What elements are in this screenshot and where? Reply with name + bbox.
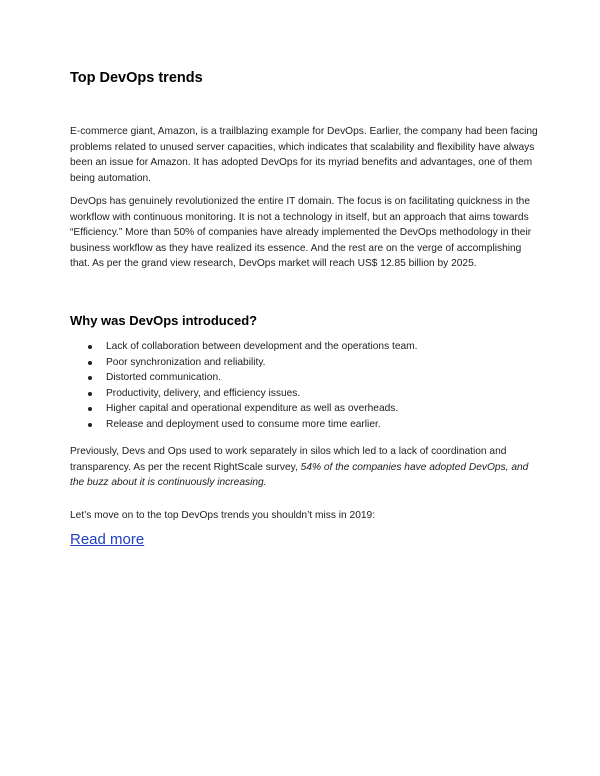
move-on-paragraph: Let’s move on to the top DevOps trends you shouldn’t miss in 2019:: [70, 510, 376, 521]
bullet-icon: [88, 345, 92, 349]
list-item: [70, 370, 540, 386]
bullet-icon: [88, 407, 92, 411]
bullet-icon: [88, 361, 92, 365]
list-item: [70, 339, 540, 355]
section-heading: Why was DevOps introduced?: [70, 313, 258, 328]
page-title: Top DevOps trends: [70, 70, 203, 86]
previously-paragraph: [70, 444, 540, 491]
bullet-icon: [88, 376, 92, 380]
list-item-text: Distorted communication.: [106, 372, 221, 384]
bullet-icon: [88, 423, 92, 427]
revolution-paragraph: DevOps has genuinely revolutionized the entire IT domain. The focus is on facilitating quickness in the workflow with continuous monitoring. It is not a technology in itself, but an approach that aims towards “Efficiency.” More than 50% of companies have already implemented the DevOps methodology in their business workflow as they have realized its essence. And the rest are on the verge of accomplishing that. As per the grand view research, DevOps market will reach US$ 12.85 billion by 2025.: [70, 196, 532, 270]
list-item: [70, 386, 540, 402]
list-item-text: Poor synchronization and reliability.: [106, 356, 266, 368]
intro-paragraph: E-commerce giant, Amazon, is a trailblazing example for DevOps. Earlier, the company had been facing problems related to unused server capacities, which indicates that scalability and flexibility have always been an issue for Amazon. It has adopted DevOps for its myriad benefits and advantages, one of them being automation.: [70, 126, 538, 184]
list-item-text: Release and deployment used to consume more time earlier.: [106, 418, 381, 430]
list-item-text: Lack of collaboration between development and the operations team.: [106, 341, 418, 352]
bullet-icon: [88, 392, 92, 396]
list-item-text: Productivity, delivery, and efficiency issues.: [106, 387, 301, 399]
list-item: [70, 401, 540, 417]
list-item: [70, 355, 540, 371]
list-item-text: Higher capital and operational expenditure as well as overheads.: [106, 403, 399, 415]
read-more-link[interactable]: Read more: [70, 531, 145, 548]
previously-text: Previously, Devs and Ops used to work separately in silos which led to a lack of coordination and transparency. As per the recent RightScale survey,: [70, 446, 507, 473]
reasons-list: [70, 339, 540, 433]
list-item: [70, 417, 540, 433]
survey-quote: 54% of the companies have adopted DevOps, and the buzz about it is continuously increasing.: [70, 461, 529, 489]
